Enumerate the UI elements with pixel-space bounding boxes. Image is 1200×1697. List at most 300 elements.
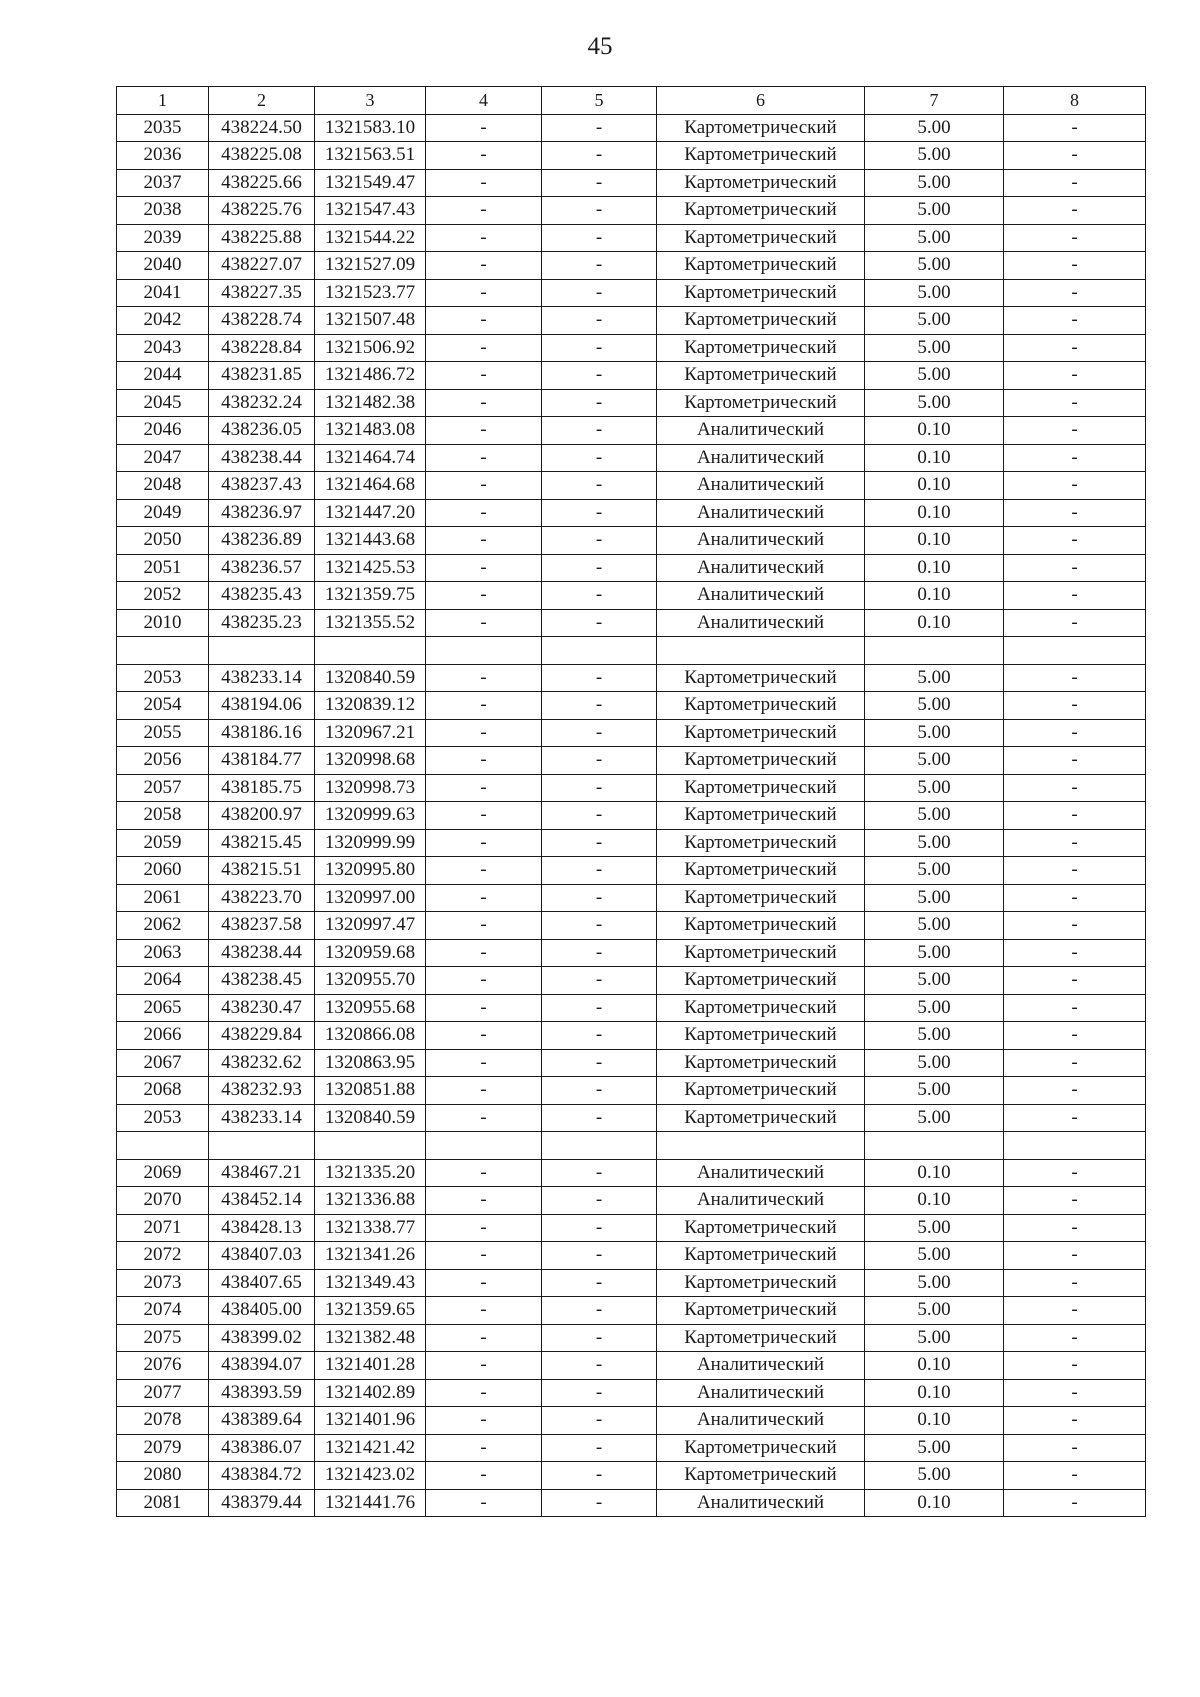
table-cell: 1321421.42 xyxy=(315,1434,426,1462)
table-cell: 2046 xyxy=(117,417,209,445)
table-cell: Аналитический xyxy=(657,1352,865,1380)
table-cell: 438399.02 xyxy=(209,1324,315,1352)
table-cell: - xyxy=(1004,472,1146,500)
table-cell: - xyxy=(542,967,657,995)
table-cell: - xyxy=(1004,252,1146,280)
table-cell: - xyxy=(1004,142,1146,170)
table-cell: 5.00 xyxy=(865,1269,1004,1297)
table-cell: 0.10 xyxy=(865,1407,1004,1435)
table-cell: Картометрический xyxy=(657,334,865,362)
table-cell: Картометрический xyxy=(657,389,865,417)
table-row xyxy=(117,362,1146,390)
table-cell: - xyxy=(1004,829,1146,857)
table-cell: 2047 xyxy=(117,444,209,472)
table-cell: - xyxy=(1004,169,1146,197)
table-cell xyxy=(865,1132,1004,1160)
table-row xyxy=(117,1269,1146,1297)
table-cell xyxy=(209,1132,315,1160)
table-cell: 1320967.21 xyxy=(315,719,426,747)
table-cell: - xyxy=(542,609,657,637)
table-row xyxy=(117,994,1146,1022)
table-cell: 5.00 xyxy=(865,829,1004,857)
table-cell: - xyxy=(1004,1159,1146,1187)
table-cell: - xyxy=(542,1489,657,1517)
table-cell: 0.10 xyxy=(865,417,1004,445)
table-cell xyxy=(542,1132,657,1160)
table-cell: - xyxy=(542,1187,657,1215)
table-cell: - xyxy=(426,1434,542,1462)
table-cell: - xyxy=(1004,857,1146,885)
table-cell: 0.10 xyxy=(865,582,1004,610)
table-cell: Картометрический xyxy=(657,1022,865,1050)
table-cell: - xyxy=(1004,499,1146,527)
table-row xyxy=(117,1489,1146,1517)
table-cell: Картометрический xyxy=(657,747,865,775)
table-row xyxy=(117,609,1146,637)
table-cell: 5.00 xyxy=(865,1049,1004,1077)
table-row xyxy=(117,1379,1146,1407)
table-cell: Аналитический xyxy=(657,1187,865,1215)
table-cell: 5.00 xyxy=(865,802,1004,830)
table-cell: 1320999.99 xyxy=(315,829,426,857)
table-row xyxy=(117,444,1146,472)
table-cell: 0.10 xyxy=(865,444,1004,472)
table-cell: 1321336.88 xyxy=(315,1187,426,1215)
table-cell: - xyxy=(542,994,657,1022)
table-cell: 2078 xyxy=(117,1407,209,1435)
table-cell: 2058 xyxy=(117,802,209,830)
table-cell: - xyxy=(542,719,657,747)
table-cell: - xyxy=(542,829,657,857)
table-cell: 2064 xyxy=(117,967,209,995)
table-cell: 438225.76 xyxy=(209,197,315,225)
table-cell: - xyxy=(426,1077,542,1105)
table-cell: 2072 xyxy=(117,1242,209,1270)
table-row xyxy=(117,1214,1146,1242)
table-cell: - xyxy=(426,1297,542,1325)
table-cell: 5.00 xyxy=(865,747,1004,775)
table-cell: 1321507.48 xyxy=(315,307,426,335)
table-cell: 2074 xyxy=(117,1297,209,1325)
table-cell: 2079 xyxy=(117,1434,209,1462)
table-cell: - xyxy=(542,252,657,280)
table-cell: - xyxy=(1004,1297,1146,1325)
table-cell: 2037 xyxy=(117,169,209,197)
table-cell: - xyxy=(426,472,542,500)
table-cell: 0.10 xyxy=(865,1352,1004,1380)
table-cell: Аналитический xyxy=(657,609,865,637)
table-cell: 5.00 xyxy=(865,1022,1004,1050)
table-cell: 438223.70 xyxy=(209,884,315,912)
table-cell: - xyxy=(426,279,542,307)
table-cell: 5.00 xyxy=(865,692,1004,720)
table-cell: 438452.14 xyxy=(209,1187,315,1215)
table-cell: - xyxy=(1004,1269,1146,1297)
table-cell: 5.00 xyxy=(865,774,1004,802)
table-cell: Картометрический xyxy=(657,719,865,747)
table-cell: 1321464.68 xyxy=(315,472,426,500)
table-cell: - xyxy=(542,692,657,720)
table-cell: - xyxy=(542,1022,657,1050)
table-cell: 1320839.12 xyxy=(315,692,426,720)
table-cell: 5.00 xyxy=(865,1214,1004,1242)
table-cell: 2056 xyxy=(117,747,209,775)
table-cell xyxy=(657,637,865,665)
table-cell: Аналитический xyxy=(657,417,865,445)
table-row xyxy=(117,499,1146,527)
table-cell: - xyxy=(426,1214,542,1242)
table-cell: 438185.75 xyxy=(209,774,315,802)
table-cell: - xyxy=(542,939,657,967)
table-cell: - xyxy=(1004,609,1146,637)
table-cell: 438233.14 xyxy=(209,664,315,692)
table-cell: - xyxy=(542,389,657,417)
table-cell: - xyxy=(542,1242,657,1270)
table-cell: 2044 xyxy=(117,362,209,390)
table-cell: - xyxy=(1004,719,1146,747)
table-cell: Картометрический xyxy=(657,967,865,995)
table-row xyxy=(117,169,1146,197)
table-cell: - xyxy=(426,1489,542,1517)
table-cell: 2076 xyxy=(117,1352,209,1380)
table-cell: - xyxy=(542,362,657,390)
table-cell: 0.10 xyxy=(865,1489,1004,1517)
table-cell: 5.00 xyxy=(865,1434,1004,1462)
table-cell: - xyxy=(542,1324,657,1352)
column-header: 8 xyxy=(1004,87,1146,115)
table-cell: - xyxy=(542,582,657,610)
table-cell: Аналитический xyxy=(657,1407,865,1435)
table-cell: - xyxy=(426,1379,542,1407)
table-cell: 1321486.72 xyxy=(315,362,426,390)
table-cell: 438229.84 xyxy=(209,1022,315,1050)
table-row xyxy=(117,279,1146,307)
table-cell: - xyxy=(426,857,542,885)
table-row xyxy=(117,417,1146,445)
table-cell: 5.00 xyxy=(865,1297,1004,1325)
table-cell: Картометрический xyxy=(657,1269,865,1297)
table-cell: Картометрический xyxy=(657,1104,865,1132)
table-cell: 438224.50 xyxy=(209,114,315,142)
table-cell: Аналитический xyxy=(657,499,865,527)
table-cell: 2069 xyxy=(117,1159,209,1187)
table-cell: 2040 xyxy=(117,252,209,280)
table-cell: 2057 xyxy=(117,774,209,802)
table-cell: 2066 xyxy=(117,1022,209,1050)
table-cell: 438215.51 xyxy=(209,857,315,885)
table-cell: - xyxy=(1004,197,1146,225)
table-cell: 1320840.59 xyxy=(315,664,426,692)
table-cell: - xyxy=(542,554,657,582)
table-cell xyxy=(657,1132,865,1160)
table-cell: 5.00 xyxy=(865,1104,1004,1132)
table-cell: 438428.13 xyxy=(209,1214,315,1242)
table-row xyxy=(117,1242,1146,1270)
table-cell: 1321423.02 xyxy=(315,1462,426,1490)
table-cell: 438405.00 xyxy=(209,1297,315,1325)
table-cell: - xyxy=(542,1214,657,1242)
table-cell: 1321527.09 xyxy=(315,252,426,280)
table-cell: Картометрический xyxy=(657,1462,865,1490)
table-cell: 2010 xyxy=(117,609,209,637)
table-cell: 438379.44 xyxy=(209,1489,315,1517)
table-cell: Картометрический xyxy=(657,224,865,252)
table-cell: 2080 xyxy=(117,1462,209,1490)
table-row xyxy=(117,1159,1146,1187)
table-cell: - xyxy=(542,499,657,527)
table-cell xyxy=(1004,1132,1146,1160)
table-cell: Картометрический xyxy=(657,1077,865,1105)
table-cell xyxy=(117,1132,209,1160)
table-cell: 1320851.88 xyxy=(315,1077,426,1105)
table-cell: - xyxy=(426,252,542,280)
table-cell: - xyxy=(426,169,542,197)
table-cell: Картометрический xyxy=(657,939,865,967)
table-cell: - xyxy=(1004,334,1146,362)
table-cell: Картометрический xyxy=(657,197,865,225)
table-cell: - xyxy=(1004,967,1146,995)
table-cell: 2053 xyxy=(117,1104,209,1132)
table-cell: - xyxy=(426,224,542,252)
table-cell: Картометрический xyxy=(657,884,865,912)
table-cell: - xyxy=(1004,884,1146,912)
table-cell: Картометрический xyxy=(657,912,865,940)
table-cell: - xyxy=(542,1077,657,1105)
table-cell: 438225.08 xyxy=(209,142,315,170)
table-cell: - xyxy=(426,389,542,417)
table-row xyxy=(117,1434,1146,1462)
table-cell: - xyxy=(1004,417,1146,445)
table-cell: - xyxy=(542,1159,657,1187)
table-cell: - xyxy=(426,499,542,527)
table-cell xyxy=(1004,637,1146,665)
table-cell: Картометрический xyxy=(657,802,865,830)
column-header: 1 xyxy=(117,87,209,115)
table-cell: 0.10 xyxy=(865,1159,1004,1187)
table-row xyxy=(117,472,1146,500)
table-cell: 1321506.92 xyxy=(315,334,426,362)
table-cell: - xyxy=(426,334,542,362)
coordinates-table xyxy=(116,86,1146,1517)
column-header: 4 xyxy=(426,87,542,115)
table-cell: 5.00 xyxy=(865,664,1004,692)
table-cell: - xyxy=(426,1269,542,1297)
table-cell: - xyxy=(426,719,542,747)
table-cell: - xyxy=(426,1352,542,1380)
table-cell: 438237.58 xyxy=(209,912,315,940)
table-cell: - xyxy=(1004,1214,1146,1242)
table-cell: 0.10 xyxy=(865,1379,1004,1407)
table-row xyxy=(117,1104,1146,1132)
table-cell: 1321335.20 xyxy=(315,1159,426,1187)
table-cell: - xyxy=(542,279,657,307)
table-cell: 2081 xyxy=(117,1489,209,1517)
table-cell: - xyxy=(542,307,657,335)
table-cell: 5.00 xyxy=(865,857,1004,885)
table-cell: 438236.89 xyxy=(209,527,315,555)
table-cell xyxy=(426,637,542,665)
table-cell: - xyxy=(542,169,657,197)
table-separator-row xyxy=(117,1132,1146,1160)
table-cell: 2077 xyxy=(117,1379,209,1407)
table-cell: - xyxy=(1004,307,1146,335)
table-cell: Картометрический xyxy=(657,142,865,170)
table-row xyxy=(117,582,1146,610)
table-cell: 0.10 xyxy=(865,1187,1004,1215)
table-cell: 438231.85 xyxy=(209,362,315,390)
table-cell: 1320997.00 xyxy=(315,884,426,912)
table-cell: - xyxy=(1004,527,1146,555)
table-cell: Картометрический xyxy=(657,307,865,335)
table-cell: - xyxy=(1004,664,1146,692)
table-cell: 5.00 xyxy=(865,967,1004,995)
table-cell: 5.00 xyxy=(865,169,1004,197)
table-cell: 1321547.43 xyxy=(315,197,426,225)
table-row xyxy=(117,307,1146,335)
table-row xyxy=(117,939,1146,967)
table-cell: 5.00 xyxy=(865,1242,1004,1270)
table-cell: 438384.72 xyxy=(209,1462,315,1490)
table-cell: - xyxy=(426,1324,542,1352)
table-cell: 438467.21 xyxy=(209,1159,315,1187)
table-cell: Аналитический xyxy=(657,582,865,610)
table-cell: - xyxy=(542,857,657,885)
table-cell: - xyxy=(426,967,542,995)
table-row xyxy=(117,1407,1146,1435)
table-cell: - xyxy=(1004,912,1146,940)
table-cell: Аналитический xyxy=(657,1489,865,1517)
table-cell: 5.00 xyxy=(865,1462,1004,1490)
table-row xyxy=(117,527,1146,555)
table-cell: 438186.16 xyxy=(209,719,315,747)
table-row xyxy=(117,747,1146,775)
table-row xyxy=(117,1462,1146,1490)
table-cell: 2049 xyxy=(117,499,209,527)
table-cell: 2068 xyxy=(117,1077,209,1105)
table-cell: 1320955.70 xyxy=(315,967,426,995)
table-cell: - xyxy=(1004,1242,1146,1270)
table-cell: Картометрический xyxy=(657,1242,865,1270)
table-cell: - xyxy=(542,1049,657,1077)
table-cell: Аналитический xyxy=(657,1379,865,1407)
table-cell: - xyxy=(542,1104,657,1132)
table-cell: 2073 xyxy=(117,1269,209,1297)
table-cell: 2062 xyxy=(117,912,209,940)
table-cell xyxy=(426,1132,542,1160)
table-cell: 438225.66 xyxy=(209,169,315,197)
table-cell: 2063 xyxy=(117,939,209,967)
table-cell: 1321549.47 xyxy=(315,169,426,197)
table-cell: 1321464.74 xyxy=(315,444,426,472)
table-separator-row xyxy=(117,637,1146,665)
table-cell: - xyxy=(426,554,542,582)
table-cell: 2067 xyxy=(117,1049,209,1077)
table-cell: - xyxy=(1004,1352,1146,1380)
table-cell: - xyxy=(1004,939,1146,967)
table-cell: - xyxy=(542,884,657,912)
table-cell: - xyxy=(426,1159,542,1187)
table-cell: 1321338.77 xyxy=(315,1214,426,1242)
table-cell: - xyxy=(426,307,542,335)
table-cell: - xyxy=(426,692,542,720)
table-cell: - xyxy=(426,664,542,692)
table-cell: - xyxy=(1004,389,1146,417)
table-row xyxy=(117,1324,1146,1352)
table-cell: - xyxy=(1004,1462,1146,1490)
table-cell: - xyxy=(426,444,542,472)
table-cell xyxy=(315,637,426,665)
table-cell: Картометрический xyxy=(657,1297,865,1325)
table-cell: - xyxy=(1004,1489,1146,1517)
table-cell: Картометрический xyxy=(657,362,865,390)
table-cell: 2045 xyxy=(117,389,209,417)
table-cell: - xyxy=(542,1352,657,1380)
table-cell xyxy=(865,637,1004,665)
table-cell: - xyxy=(1004,114,1146,142)
table-row xyxy=(117,664,1146,692)
table-cell: 0.10 xyxy=(865,527,1004,555)
table-row xyxy=(117,857,1146,885)
table-cell: 1320998.73 xyxy=(315,774,426,802)
table-cell: 2053 xyxy=(117,664,209,692)
table-cell: Картометрический xyxy=(657,1214,865,1242)
table-cell: - xyxy=(426,939,542,967)
table-cell: 1321583.10 xyxy=(315,114,426,142)
table-cell: 438227.35 xyxy=(209,279,315,307)
table-cell: 2035 xyxy=(117,114,209,142)
table-cell: 1320998.68 xyxy=(315,747,426,775)
table-cell: - xyxy=(1004,1187,1146,1215)
table-row xyxy=(117,197,1146,225)
table-cell: Картометрический xyxy=(657,664,865,692)
table-cell: - xyxy=(542,224,657,252)
table-cell: - xyxy=(1004,747,1146,775)
table-cell: 438386.07 xyxy=(209,1434,315,1462)
table-cell: 0.10 xyxy=(865,499,1004,527)
table-cell: - xyxy=(1004,1434,1146,1462)
table-cell: - xyxy=(542,114,657,142)
table-row xyxy=(117,774,1146,802)
table-cell: 1321349.43 xyxy=(315,1269,426,1297)
table-row xyxy=(117,224,1146,252)
table-row xyxy=(117,142,1146,170)
table-cell: 2055 xyxy=(117,719,209,747)
table-cell: 438238.44 xyxy=(209,444,315,472)
table-row xyxy=(117,719,1146,747)
table-cell: 2061 xyxy=(117,884,209,912)
table-cell: 438235.43 xyxy=(209,582,315,610)
table-cell: 438237.43 xyxy=(209,472,315,500)
table-cell: 1321382.48 xyxy=(315,1324,426,1352)
table-cell: 1321563.51 xyxy=(315,142,426,170)
table-row xyxy=(117,554,1146,582)
table-cell: - xyxy=(426,774,542,802)
table-cell: - xyxy=(1004,224,1146,252)
table-cell: 2060 xyxy=(117,857,209,885)
table-cell: - xyxy=(426,802,542,830)
table-cell: 438232.62 xyxy=(209,1049,315,1077)
table-cell: Аналитический xyxy=(657,472,865,500)
table-row xyxy=(117,1022,1146,1050)
table-cell: 1320840.59 xyxy=(315,1104,426,1132)
table-cell: - xyxy=(1004,802,1146,830)
table-cell: 1320997.47 xyxy=(315,912,426,940)
table-cell: 2041 xyxy=(117,279,209,307)
table-row xyxy=(117,912,1146,940)
table-cell: 1321482.38 xyxy=(315,389,426,417)
table-cell: 438238.44 xyxy=(209,939,315,967)
table-cell: 2039 xyxy=(117,224,209,252)
